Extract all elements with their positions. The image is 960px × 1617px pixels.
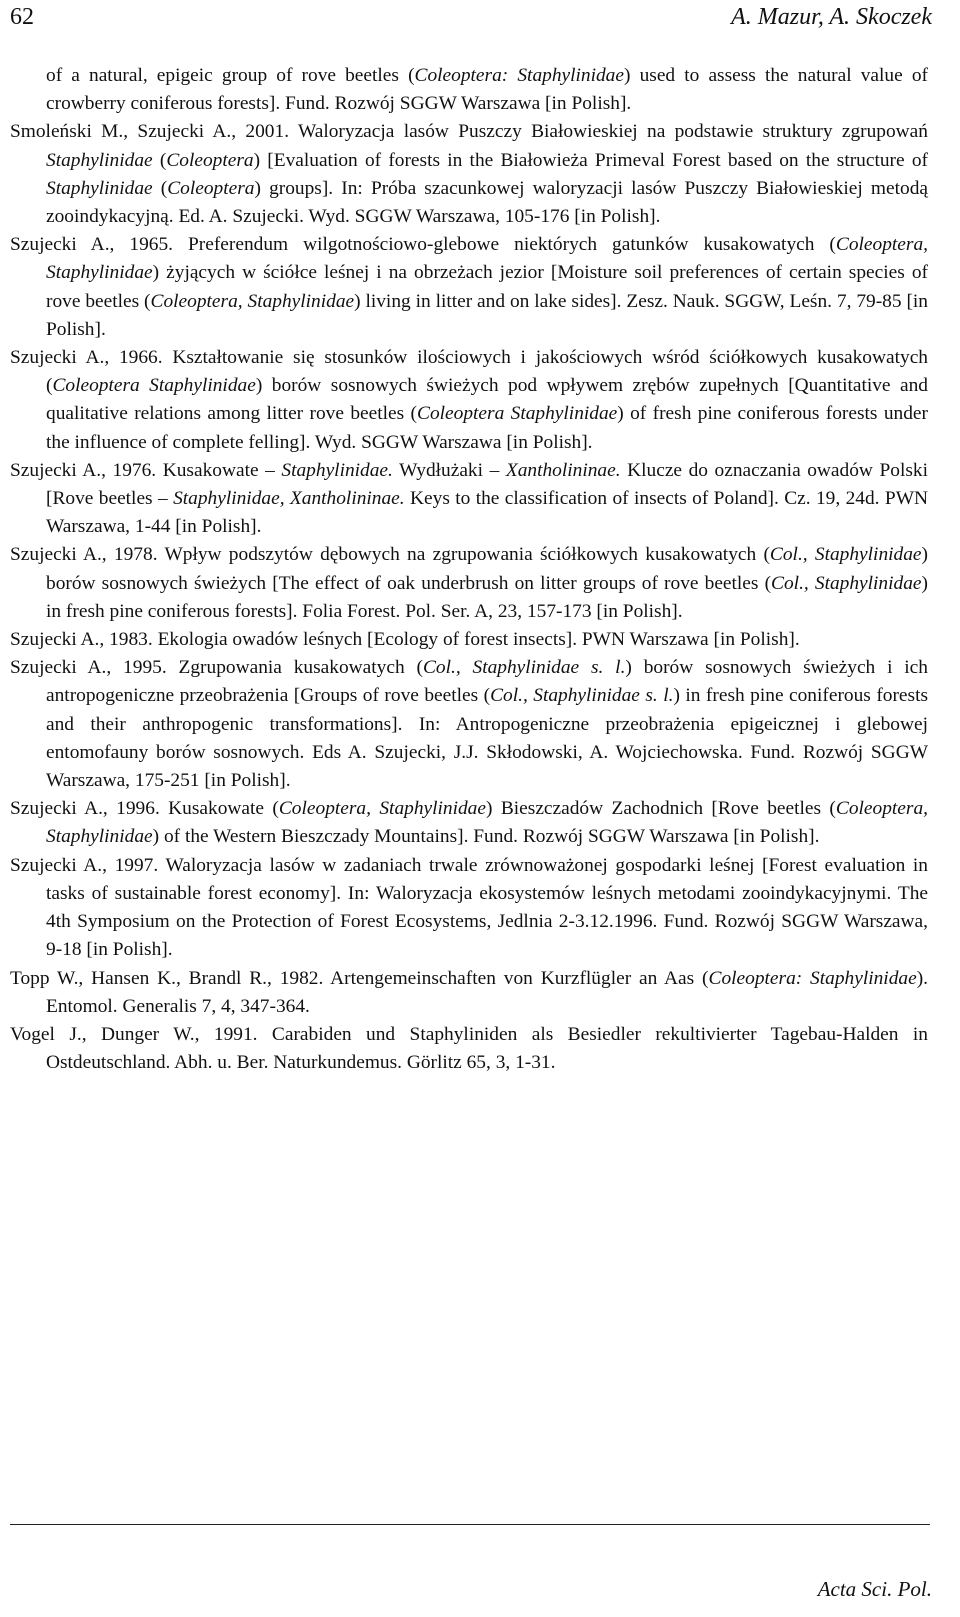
taxon-name: Coleoptera, Staphylinidae (150, 290, 355, 312)
taxon-name: Staphylinidae (46, 149, 153, 171)
reference-entry (10, 344, 928, 457)
journal-name: Acta Sci. Pol. (817, 1577, 932, 1601)
reference-text: Szujecki A., 1983. Ekologia owadów leśnych [Ecology of forest insects]. PWN Warszawa [in Polish]. (10, 629, 800, 651)
reference-text: ) groups]. In: Próba szacunkowej waloryzacji lasów Puszczy Białowieskiej metodą zooindykacyjną. Ed. A. Szujecki. Wyd. SGGW Warszawa, 105-176 [in Polish]. (46, 177, 928, 228)
reference-text: Szujecki A., 1965. Preferendum wilgotnościowo-glebowe niektórych gatunków kusakowatych ( (10, 234, 836, 256)
taxon-name: Staphylinidae (46, 177, 153, 199)
taxon-name: Coleoptera: Staphylinidae (708, 967, 917, 989)
reference-text: Szujecki A., 1995. Zgrupowania kusakowatych ( (10, 657, 423, 679)
reference-text: of a natural, epigeic group of rove beetles ( (46, 65, 415, 86)
reference-text: ) of the Western Bieszczady Mountains]. Fund. Rozwój SGGW Warszawa [in Polish]. (152, 826, 820, 848)
taxon-name: Col., Staphylinidae (771, 572, 922, 594)
reference-text: ( (152, 177, 168, 199)
reference-text: ) in fresh pine coniferous forests and their anthropogenic transformations]. In: Antropogeniczne przeobrażenia epigeicznej i glebowej entomofauny borów sosnowych. Eds A. Szujecki, J.J. Skłodowski, A. Wojciechowska. Fund. Rozwój SGGW Warszawa, 175-251 [in Polish]. (46, 685, 929, 792)
reference-text: ) Bieszczadów Zachodnich [Rove beetles ( (486, 798, 836, 820)
reference-text: ) living in litter and on lake sides]. Zesz. Nauk. SGGW, Leśn. 7, 79-85 [in Polish]. (46, 290, 928, 340)
reference-entry (10, 626, 928, 654)
taxon-name: Col., Staphylinidae s. l. (490, 685, 674, 707)
reference-list (10, 62, 928, 1077)
taxon-name: Coleoptera, Staphylinidae (278, 798, 486, 820)
taxon-name: Staphylinidae, Xantholininae. (173, 488, 405, 510)
reference-text: Klucze do oznaczania owadów Polski [Rove beetles – (46, 459, 928, 510)
reference-text: ) [Evaluation of forests in the Białowieża Primeval Forest based on the structure of (253, 149, 928, 171)
reference-entry (10, 1021, 928, 1077)
taxon-name: Col., Staphylinidae (769, 544, 922, 566)
reference-entry (10, 795, 928, 851)
reference-entry (10, 852, 928, 965)
footer-divider (10, 1524, 930, 1525)
taxon-name: Coleoptera, Staphylinidae (46, 798, 928, 848)
reference-entry (10, 654, 928, 795)
reference-text: ). Entomol. Generalis 7, 4, 347-364. (46, 967, 929, 1017)
reference-text: Vogel J., Dunger W., 1991. Carabiden und Staphyliniden als Besiedler rekultivierter Tagebau-Halden in Ostdeutschland. Abh. u. Ber. Naturkundemus. Görlitz 65, 3, 1-31. (10, 1023, 928, 1074)
taxon-name: Coleoptera, Staphylinidae (46, 234, 928, 284)
taxon-name: Staphylinidae. (281, 459, 393, 481)
reference-text: Wydłużaki – (392, 459, 506, 481)
taxon-name: Col., Staphylinidae s. l. (422, 657, 626, 679)
reference-text: Szujecki A., 1966. Kształtowanie się stosunków ilościowych i jakościowych wśród ściółkowych kusakowatych ( (10, 347, 928, 397)
taxon-name: Xantholininae. (505, 459, 621, 481)
taxon-name: Coleoptera (166, 149, 254, 171)
running-head-authors: A. Mazur, A. Skoczek (731, 4, 932, 30)
reference-text: ) borów sosnowych świeżych i ich antropogeniczne przeobrażenia [Groups of rove beetles ( (46, 657, 928, 707)
reference-text: ) żyjących w ściółce leśnej i na obrzeżach jezior [Moisture soil preferences of certain species of rove beetles ( (46, 262, 928, 312)
reference-text: ( (152, 149, 167, 171)
reference-text: ) used to assess the natural value of crowberry coniferous forests]. Fund. Rozwój SGGW Warszawa [in Polish]. (46, 65, 928, 115)
reference-text: Szujecki A., 1978. Wpływ podszytów dębowych na zgrupowania ściółkowych kusakowatych ( (10, 544, 770, 566)
reference-text: Keys to the classification of insects of Poland]. Cz. 19, 24d. PWN Warszawa, 1-44 [in Polish]. (46, 488, 928, 538)
reference-text: ) in fresh pine coniferous forests]. Folia Forest. Pol. Ser. A, 23, 157-173 [in Polish]. (46, 572, 928, 622)
reference-text: ) borów sosnowych świeżych pod wpływem zrębów zupełnych [Quantitative and qualitative relations among litter rove beetles ( (46, 375, 928, 425)
reference-continuation (10, 62, 928, 118)
taxon-name: Coleoptera Staphylinidae (52, 375, 256, 397)
reference-text: ) borów sosnowych świeżych [The effect of oak underbrush on litter groups of rove beetles ( (46, 544, 928, 594)
reference-text: ) of fresh pine coniferous forests under the influence of complete felling]. Wyd. SGGW Warszawa [in Polish]. (46, 403, 928, 453)
reference-text: Smoleński M., Szujecki A., 2001. Waloryzacja lasów Puszczy Białowieskiej na podstawie struktury zgrupowań (10, 121, 928, 143)
reference-entry (10, 118, 928, 231)
reference-entry (10, 457, 928, 542)
page-number: 62 (10, 4, 34, 30)
reference-text: Szujecki A., 1996. Kusakowate ( (10, 798, 279, 820)
reference-text: Szujecki A., 1997. Waloryzacja lasów w zadaniach trwale zrównoważonej gospodarki leśnej [Forest evaluation in tasks of sustainable forest economy]. In: Waloryzacja ekosystemów leśnych metodami zooindykacyjnymi. The 4th Symposium on the Protection of Forest Ecosystems, Jedlnia 2-3.12.1996. Fund. Rozwój SGGW Warszawa, 9-18 [in Polish]. (10, 854, 928, 961)
reference-entry (10, 541, 928, 626)
reference-entry (10, 965, 928, 1021)
reference-text: Topp W., Hansen K., Brandl R., 1982. Artengemeinschaften von Kurzflügler an Aas ( (10, 967, 709, 989)
reference-entry (10, 231, 928, 344)
taxon-name: Coleoptera (167, 177, 255, 199)
taxon-name: Coleoptera Staphylinidae (417, 403, 618, 425)
reference-text: Szujecki A., 1976. Kusakowate – (10, 459, 282, 481)
taxon-name: Coleoptera: Staphylinidae (414, 65, 624, 86)
